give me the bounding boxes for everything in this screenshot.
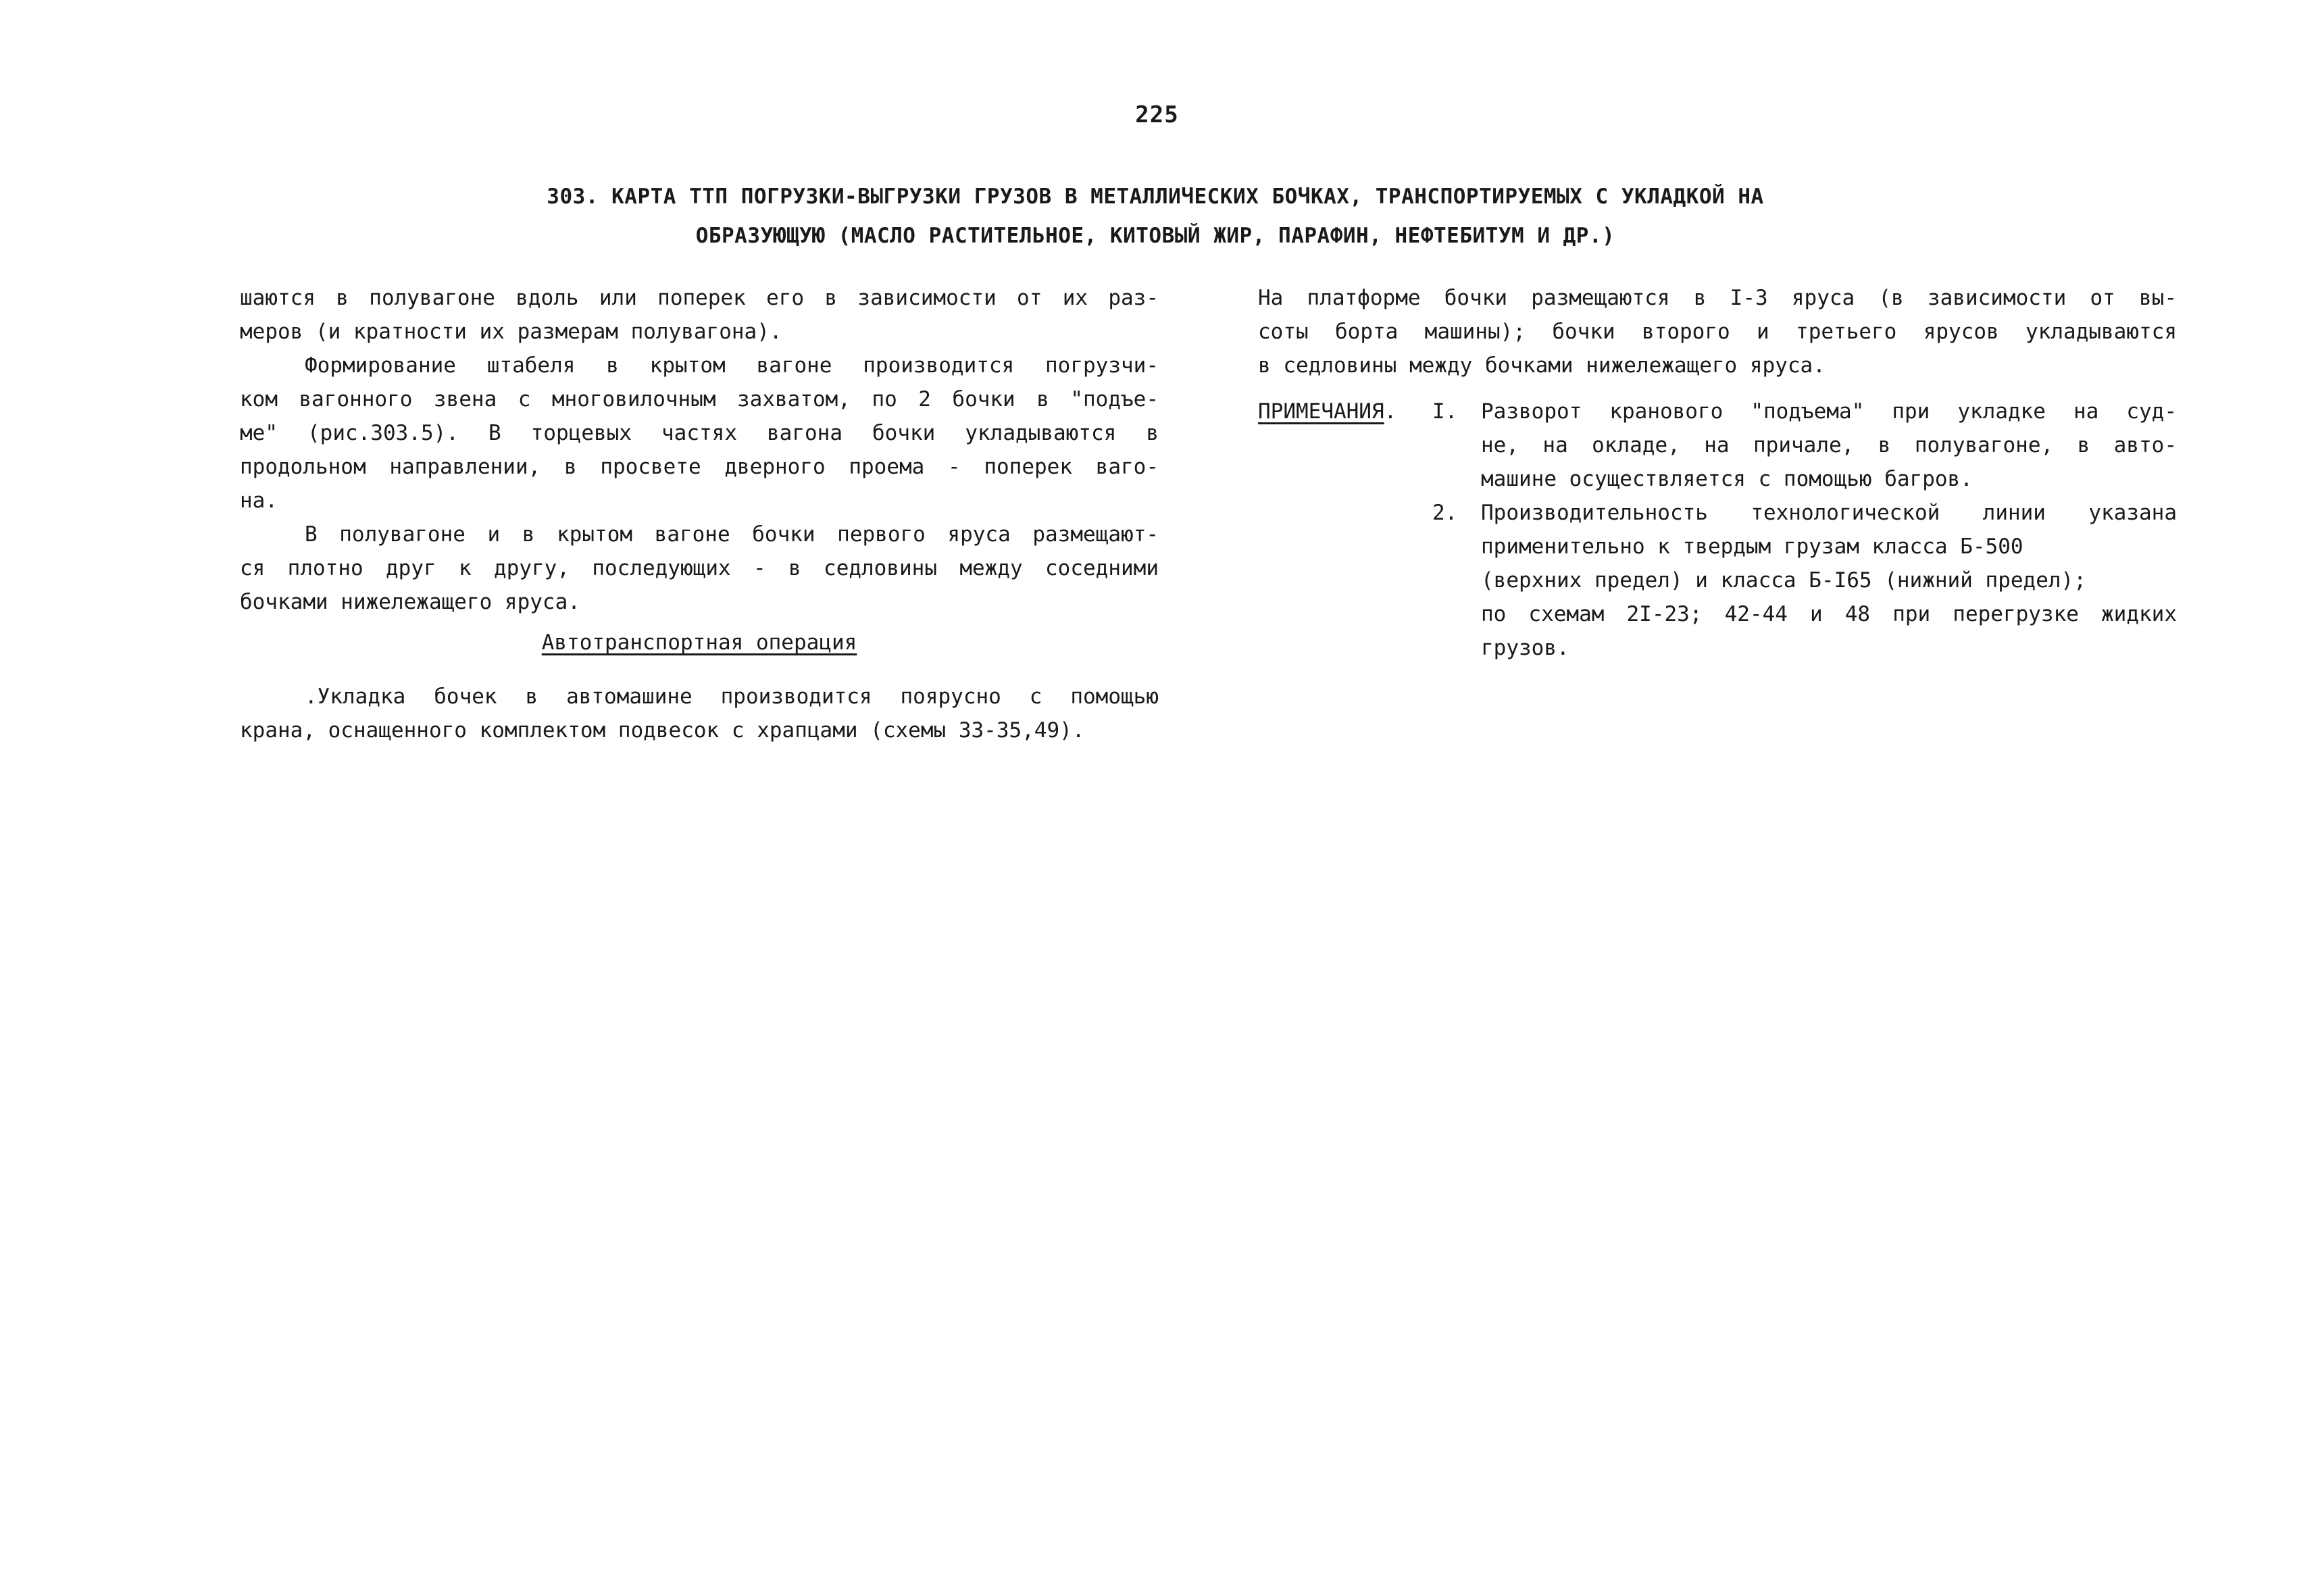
page-number: 225: [1135, 101, 1179, 128]
paragraph-1: [240, 281, 1159, 349]
subheading-text: Автотранспортная операция: [541, 630, 857, 655]
text-line: грузов.: [1481, 636, 1569, 660]
note-item: [1258, 395, 2177, 496]
text-line: (верхних предел) и класса Б-I65 (нижний предел);: [1481, 568, 2086, 593]
text-line: машине осуществляется с помощью багров.: [1481, 467, 1973, 491]
text-line: соты борта машины); бочки второго и третьего ярусов укладываются: [1258, 320, 2177, 344]
text-line: продольном направлении, в просвете дверного проема - поперек ваго-: [240, 455, 1159, 479]
text-line: в седловины между бочками нижележащего яруса.: [1258, 353, 1826, 378]
text-line: ком вагонного звена с многовилочным захватом, по 2 бочки в "подъе-: [240, 387, 1159, 412]
section-subheading: [240, 626, 1159, 659]
right-column: [1258, 281, 2177, 665]
text-line: по схемам 2I-23; 42-44 и 48 при перегрузке жидких: [1481, 602, 2177, 626]
text-line: применительно к твердым грузам класса Б-500: [1481, 534, 2023, 559]
note-item: [1258, 496, 2177, 665]
text-line: шаются в полувагоне вдоль или поперек его в зависимости от их раз-: [240, 286, 1159, 310]
text-line: ме" (рис.303.5). В торцевых частях вагона бочки укладываются в: [240, 421, 1159, 445]
text-line: Производительность технологической линии указана: [1481, 501, 2177, 525]
text-line: не, на окладе, на причале, в полувагоне, в авто-: [1481, 433, 2177, 457]
document-title: [405, 177, 1905, 255]
notes-label-suffix: .: [1384, 399, 1397, 424]
paragraph-2: [240, 349, 1159, 518]
text-line: ся плотно друг к другу, последующих - в седловины между соседними: [240, 556, 1159, 580]
text-line: Разворот кранового "подъема" при укладке на суд-: [1481, 399, 2177, 424]
note-number: I.: [1432, 399, 1458, 424]
text-line: бочками нижележащего яруса.: [240, 590, 580, 614]
paragraph-3: [240, 518, 1159, 619]
note-number: 2.: [1432, 501, 1458, 525]
title-line-2: ОБРАЗУЮЩУЮ (МАСЛО РАСТИТЕЛЬНОЕ, КИТОВЫЙ ЖИР, ПАРАФИН, НЕФТЕБИТУМ И ДР.): [695, 224, 1615, 248]
left-column: [240, 281, 1159, 747]
text-line: на.: [240, 489, 278, 513]
text-line: .Укладка бочек в автомашине производится поярусно с помощью: [305, 684, 1159, 709]
text-line: меров (и кратности их размерам полувагона).: [240, 320, 782, 344]
paragraph-4: [240, 680, 1159, 747]
title-line-1: 303. КАРТА ТТП ПОГРУЗКИ-ВЫГРУЗКИ ГРУЗОВ В МЕТАЛЛИЧЕСКИХ БОЧКАХ, ТРАНСПОРТИРУЕМЫХ С УКЛАДКОЙ НА: [547, 184, 1764, 209]
text-line: На платформе бочки размещаются в I-3 яруса (в зависимости от вы-: [1258, 286, 2177, 310]
notes-label-text: ПРИМЕЧАНИЯ: [1258, 399, 1384, 424]
paragraph-1: [1258, 281, 2177, 382]
text-line: В полувагоне и в крытом вагоне бочки первого яруса размещают-: [305, 522, 1159, 547]
notes-section: [1258, 395, 2177, 665]
text-line: Формирование штабеля в крытом вагоне производится погрузчи-: [305, 353, 1159, 378]
text-line: крана, оснащенного комплектом подвесок с храпцами (схемы 33-35,49).: [240, 718, 1085, 743]
